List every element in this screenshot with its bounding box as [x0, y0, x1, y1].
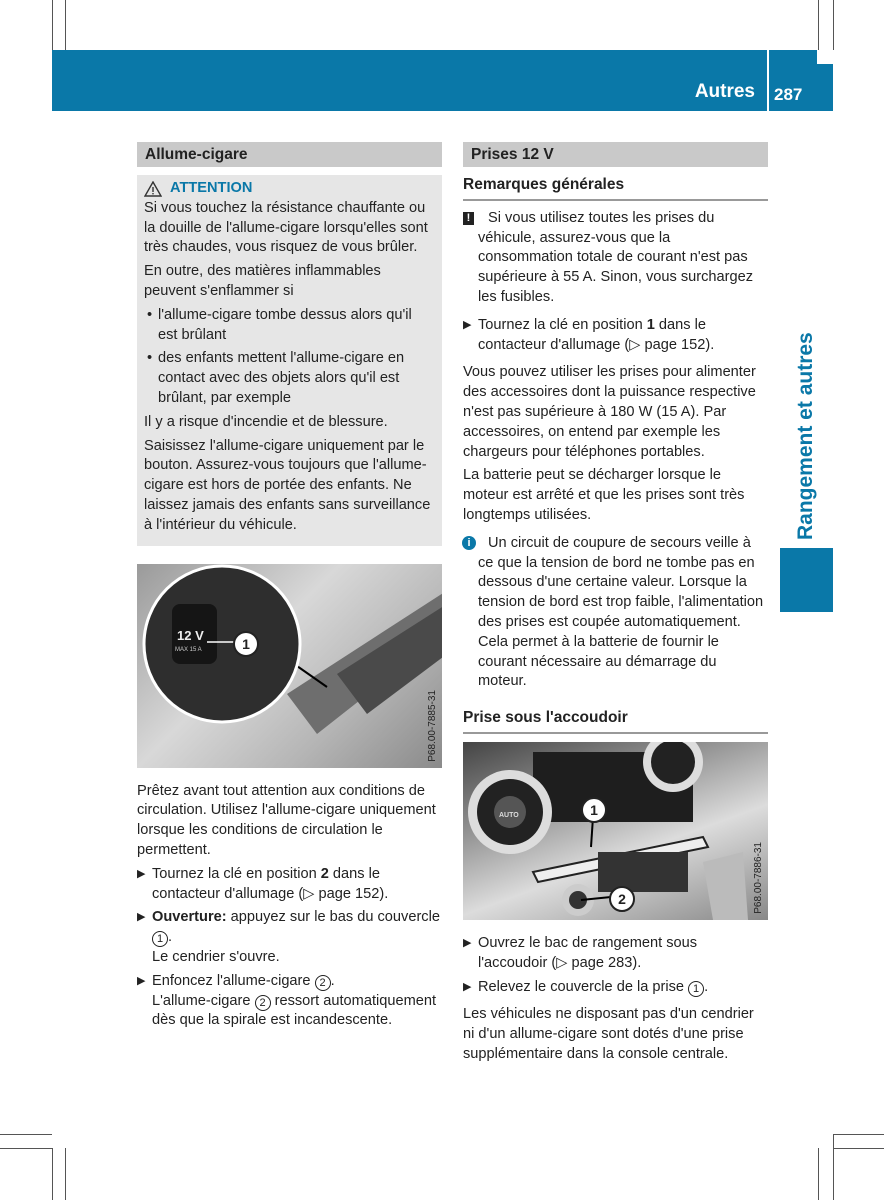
armrest-socket-photo — [463, 742, 768, 920]
crop-mark — [52, 1148, 53, 1200]
bullet-item: • l'allume-cigare tombe dessus alors qu'il est brûlant — [144, 306, 435, 346]
warning-text: Si vous touchez la résistance chauffante ou la douille de l'allume-cigare lorsqu'elles sont très chaudes, vous risquez de vous brûler. — [144, 199, 428, 256]
section-title: Autres — [694, 81, 755, 102]
subsection-heading: Prise sous l'accoudoir — [463, 708, 768, 734]
crop-mark — [65, 1148, 66, 1200]
arrow-icon: ▶ — [137, 974, 146, 987]
callout-ref-1: 1 — [688, 981, 704, 997]
section-heading: Allume-cigare — [137, 142, 442, 167]
subsection-heading: Remarques générales — [463, 175, 768, 201]
instruction-step: ▶ Relevez le couvercle de la prise 1 . — [463, 978, 768, 998]
callout-ref-1: 1 — [152, 931, 168, 947]
arrow-icon: ▶ — [137, 911, 146, 924]
right-column — [463, 142, 768, 1069]
arrow-icon: ▶ — [463, 318, 472, 331]
section-heading: Prises 12 V — [463, 142, 768, 167]
crop-mark — [52, 0, 53, 50]
bullet-item: • des enfants mettent l'allume-cigare en contact avec des objets alors qu'il est brûlant, par exemple — [144, 349, 435, 408]
image-code: P68.00-7885-31 — [427, 689, 438, 762]
left-column — [137, 142, 442, 1035]
crop-mark — [65, 0, 66, 50]
paragraph: Vous pouvez utiliser les prises pour alimenter des accessoires dont la puissance respective n'est pas supérieure à 180 W (15 A). Par accessoires, on entend par exemple les chargeurs pour téléphones portables. — [463, 364, 756, 460]
instruction-step: ▶ Tournez la clé en position 1 dans le contacteur d'allumage (▷ page 152). — [463, 316, 715, 353]
instruction-step: ▶ Tournez la clé en position 2 dans le contacteur d'allumage (▷ page 152). — [137, 865, 389, 902]
crop-mark — [833, 1148, 884, 1149]
crop-mark — [0, 1134, 52, 1135]
cigarette-lighter-photo — [137, 564, 442, 768]
paragraph: Les véhicules ne disposant pas d'un cendrier ni d'un allume-cigare sont dotés d'une prise supplémentaire dans la console centrale. — [463, 1006, 754, 1062]
callout-1: 1 — [581, 797, 607, 823]
crop-mark — [818, 0, 819, 50]
socket-label: 12 V — [177, 627, 204, 643]
step-result: Le cendrier s'ouvre. — [152, 948, 280, 965]
paragraph: Prêtez avant tout attention aux conditions de circulation. Utilisez l'allume-cigare uniquement lorsque les conditions de circulation le permettent. — [137, 782, 436, 858]
chapter-tab-marker — [780, 548, 833, 612]
chapter-tab-label: Rangement et autres — [794, 332, 817, 540]
paragraph: La batterie peut se décharger lorsque le moteur est arrêté et que les prises sont très longtemps utilisées. — [463, 467, 745, 523]
callout-1: 1 — [233, 631, 259, 657]
header-divider — [767, 50, 769, 111]
callout-ref-2: 2 — [315, 975, 331, 991]
instruction-step: ▶ Ouverture: appuyez sur le bas du couvercle 1 . Le cendrier s'ouvre. — [137, 909, 440, 965]
arrow-icon: ▶ — [137, 867, 146, 880]
callout-ref-2: 2 — [255, 995, 271, 1011]
exclamation-icon: ! — [463, 212, 474, 225]
warning-text: En outre, des matières inflammables peuvent s'enflammer si — [144, 263, 381, 299]
crop-mark — [0, 1148, 52, 1149]
arrow-icon: ▶ — [463, 980, 472, 993]
info-icon: i — [462, 536, 476, 550]
image-code: P68.00-7886-31 — [753, 842, 764, 914]
caution-note: ! Si vous utilisez toutes les prises du véhicule, assurez-vous que la consommation totale de courant n'est pas supérieure à 55 A. Sinon, vous surchargez les fusibles. — [463, 209, 768, 308]
crop-mark — [818, 1148, 819, 1200]
page-header — [52, 50, 833, 111]
info-note: i Un circuit de coupure de secours veille à ce que la tension de bord ne tombe pas en dessous d'une certaine valeur. Lorsque la tension de bord est trop faible, l'alimentation des prises est coupée automatiquement. Cela permet à la batterie de fournir le courant nécessaire au démarrage du moteur. — [463, 534, 768, 692]
crop-mark — [833, 1134, 834, 1200]
crop-mark — [833, 1134, 884, 1135]
warning-box — [137, 175, 442, 546]
warning-text: Saisissez l'allume-cigare uniquement par le bouton. Assurez-vous toujours que l'allume-cigare est hors de portée des enfants. Ne laissez jamais des enfants sans surveillance à l'intérieur du véhicule. — [144, 437, 431, 533]
instruction-step: ▶ Enfoncez l'allume-cigare 2 . L'allume-cigare 2 ressort automatiquement dès que la spirale est incandescente. — [137, 972, 437, 1029]
arrow-icon: ▶ — [463, 936, 472, 949]
callout-2: 2 — [609, 886, 635, 912]
warning-text: Il y a risque d'incendie et de blessure. — [144, 413, 388, 430]
instruction-step: ▶ Ouvrez le bac de rangement sous l'accoudoir (▷ page 283). — [463, 934, 698, 971]
warning-triangle-icon — [144, 181, 162, 197]
crop-mark — [833, 0, 834, 50]
socket-sublabel: MAX 15 A — [175, 646, 202, 653]
climate-dial-label: AUTO — [499, 811, 519, 819]
warning-label: ATTENTION — [170, 180, 253, 196]
page-number: 287 — [774, 85, 803, 104]
